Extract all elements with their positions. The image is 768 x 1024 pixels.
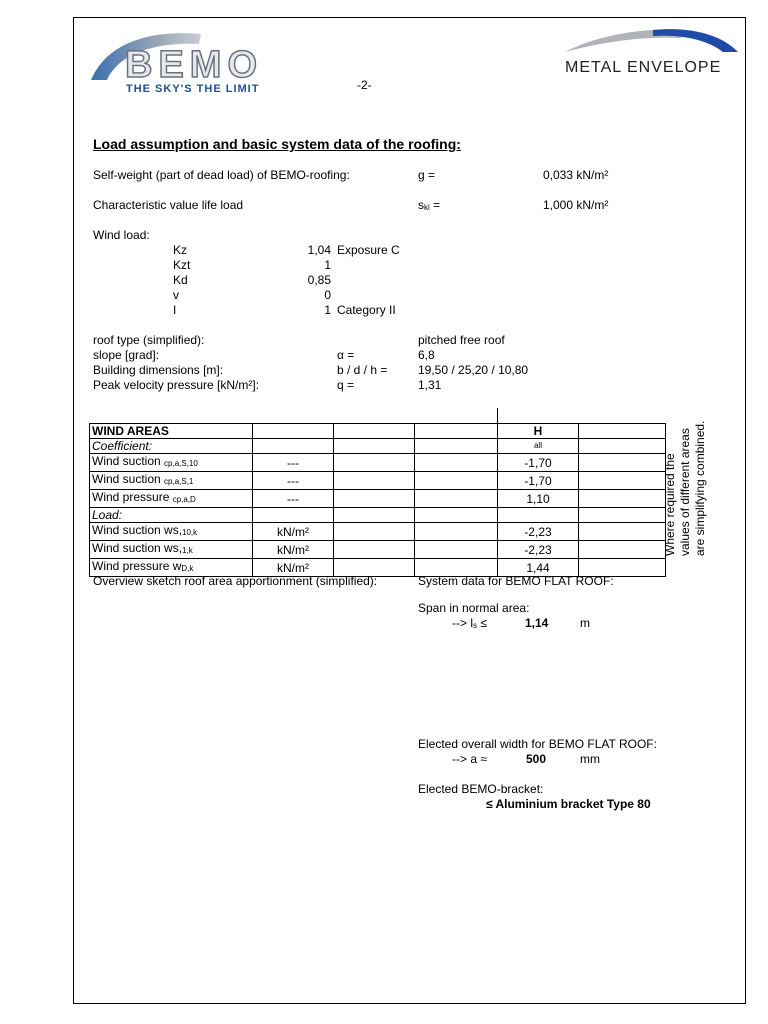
row-unit: kN/m² bbox=[253, 559, 334, 577]
metal-envelope-logo bbox=[563, 26, 741, 80]
row-sub: cp,a,S,10 bbox=[164, 459, 198, 468]
roof-symbol: q = bbox=[337, 378, 355, 392]
wind-factor-name: v bbox=[173, 288, 179, 302]
width-label: Elected overall width for BEMO FLAT ROOF: bbox=[418, 737, 657, 751]
row-label: Wind suction bbox=[92, 472, 165, 486]
width-unit: mm bbox=[580, 752, 600, 766]
roof-value: 6,8 bbox=[418, 348, 435, 362]
width-arrow: --> a ≈ bbox=[452, 752, 487, 766]
load-label: Load: bbox=[90, 508, 253, 523]
row-label: Wind suction ws, bbox=[92, 541, 183, 555]
wind-label: Wind load: bbox=[93, 228, 150, 242]
roof-label: roof type (simplified): bbox=[93, 333, 205, 347]
wind-factor-value: 1 bbox=[324, 303, 331, 317]
coef-label: Coefficient: bbox=[90, 439, 253, 454]
wind-factor-name: Kz bbox=[173, 243, 188, 257]
side-note: Where required the values of different areas are simplifying combined. bbox=[663, 420, 707, 556]
wind-areas-table bbox=[89, 423, 666, 577]
row-h: -2,23 bbox=[498, 541, 579, 559]
roof-value: pitched free roof bbox=[418, 333, 505, 347]
span-arrow: --> l bbox=[452, 616, 473, 630]
row-h: -1,70 bbox=[498, 472, 579, 490]
wind-factor-value: 1 bbox=[324, 258, 331, 272]
span-label: Span in normal area: bbox=[418, 601, 530, 615]
roof-label: Building dimensions [m]: bbox=[93, 363, 224, 377]
row-h: 1,10 bbox=[498, 490, 579, 508]
liveload-symbol-sub: ki bbox=[424, 203, 430, 212]
liveload-symbol-main: s bbox=[418, 198, 424, 212]
row-sub: cp,a,S,1 bbox=[164, 477, 194, 486]
wind-factor-name: I bbox=[173, 303, 177, 317]
wind-factor-name: Kd bbox=[173, 273, 188, 287]
liveload-value: 1,000 kN/m² bbox=[543, 198, 609, 212]
selfweight-value: 0,033 kN/m² bbox=[543, 168, 609, 182]
overview-label: Overview sketch roof area apportionment (simplified): bbox=[93, 574, 378, 588]
table-row bbox=[90, 454, 666, 472]
span-value: 1,14 bbox=[525, 616, 549, 630]
table-row bbox=[90, 490, 666, 508]
bemo-logo bbox=[89, 30, 284, 96]
roof-symbol: b / d / h = bbox=[337, 363, 388, 377]
span-sym: ≤ bbox=[477, 616, 487, 630]
system-title: System data for BEMO FLAT ROOF: bbox=[418, 574, 614, 588]
wind-factor-value: 0 bbox=[324, 288, 331, 302]
liveload-symbol-eq: = bbox=[429, 198, 441, 212]
roof-value: 19,50 / 25,20 / 10,80 bbox=[418, 363, 529, 377]
table-row bbox=[90, 523, 666, 541]
span-symbol bbox=[452, 616, 487, 630]
selfweight-symbol: g = bbox=[418, 168, 436, 182]
roof-arc-icon bbox=[563, 26, 741, 56]
wind-factor-note: Category II bbox=[337, 303, 396, 317]
table-row bbox=[90, 472, 666, 490]
span-unit: m bbox=[580, 616, 590, 630]
row-unit: --- bbox=[253, 490, 334, 508]
row-unit: kN/m² bbox=[253, 541, 334, 559]
row-h: 1,44 bbox=[498, 559, 579, 577]
roof-value: 1,31 bbox=[418, 378, 442, 392]
table-row bbox=[90, 439, 666, 454]
table-row bbox=[90, 541, 666, 559]
roof-label: slope [grad]: bbox=[93, 348, 160, 362]
span-sub: s bbox=[473, 621, 477, 630]
row-unit: --- bbox=[253, 454, 334, 472]
page-number: -2- bbox=[357, 78, 372, 92]
row-sub: cp,a,D bbox=[172, 495, 196, 504]
selfweight-label: Self-weight (part of dead load) of BEMO-roofing: bbox=[93, 168, 350, 182]
row-label: Wind suction bbox=[92, 454, 165, 468]
bracket-label: Elected BEMO-bracket: bbox=[418, 782, 544, 796]
column-h-header: H bbox=[498, 424, 579, 439]
table-header: WIND AREAS bbox=[90, 424, 253, 439]
row-unit: kN/m² bbox=[253, 523, 334, 541]
wind-factor-name: Kzt bbox=[173, 258, 191, 272]
table-row bbox=[90, 424, 666, 439]
section-title: Load assumption and basic system data of the roofing: bbox=[93, 136, 461, 152]
wind-factor-note: Exposure C bbox=[337, 243, 400, 257]
row-h: -1,70 bbox=[498, 454, 579, 472]
width-value: 500 bbox=[526, 752, 547, 766]
row-unit: --- bbox=[253, 472, 334, 490]
row-h: -2,23 bbox=[498, 523, 579, 541]
liveload-label: Characteristic value life load bbox=[93, 198, 244, 212]
roof-symbol: α = bbox=[337, 348, 355, 362]
row-label: Wind pressure w bbox=[92, 559, 182, 573]
column-marker bbox=[497, 408, 498, 423]
bracket-value: ≤ Aluminium bracket Type 80 bbox=[486, 797, 651, 811]
wind-factor-value: 1,04 bbox=[307, 243, 331, 257]
wind-factor-value: 0,85 bbox=[307, 273, 331, 287]
row-label: Wind suction ws, bbox=[92, 523, 183, 537]
row-sub: D,k bbox=[181, 564, 194, 573]
coef-h: all bbox=[498, 439, 579, 454]
roof-label: Peak velocity pressure [kN/m²]: bbox=[93, 378, 260, 392]
metal-envelope-text: METAL ENVELOPE bbox=[565, 59, 722, 76]
row-label: Wind pressure bbox=[92, 490, 173, 504]
logo-brand: BEMO bbox=[125, 44, 263, 86]
row-sub: 1,k bbox=[182, 546, 193, 555]
table-row bbox=[90, 508, 666, 523]
row-sub: 10,k bbox=[182, 528, 198, 537]
logo-tagline: THE SKY'S THE LIMIT bbox=[126, 83, 260, 95]
liveload-symbol bbox=[418, 198, 440, 212]
